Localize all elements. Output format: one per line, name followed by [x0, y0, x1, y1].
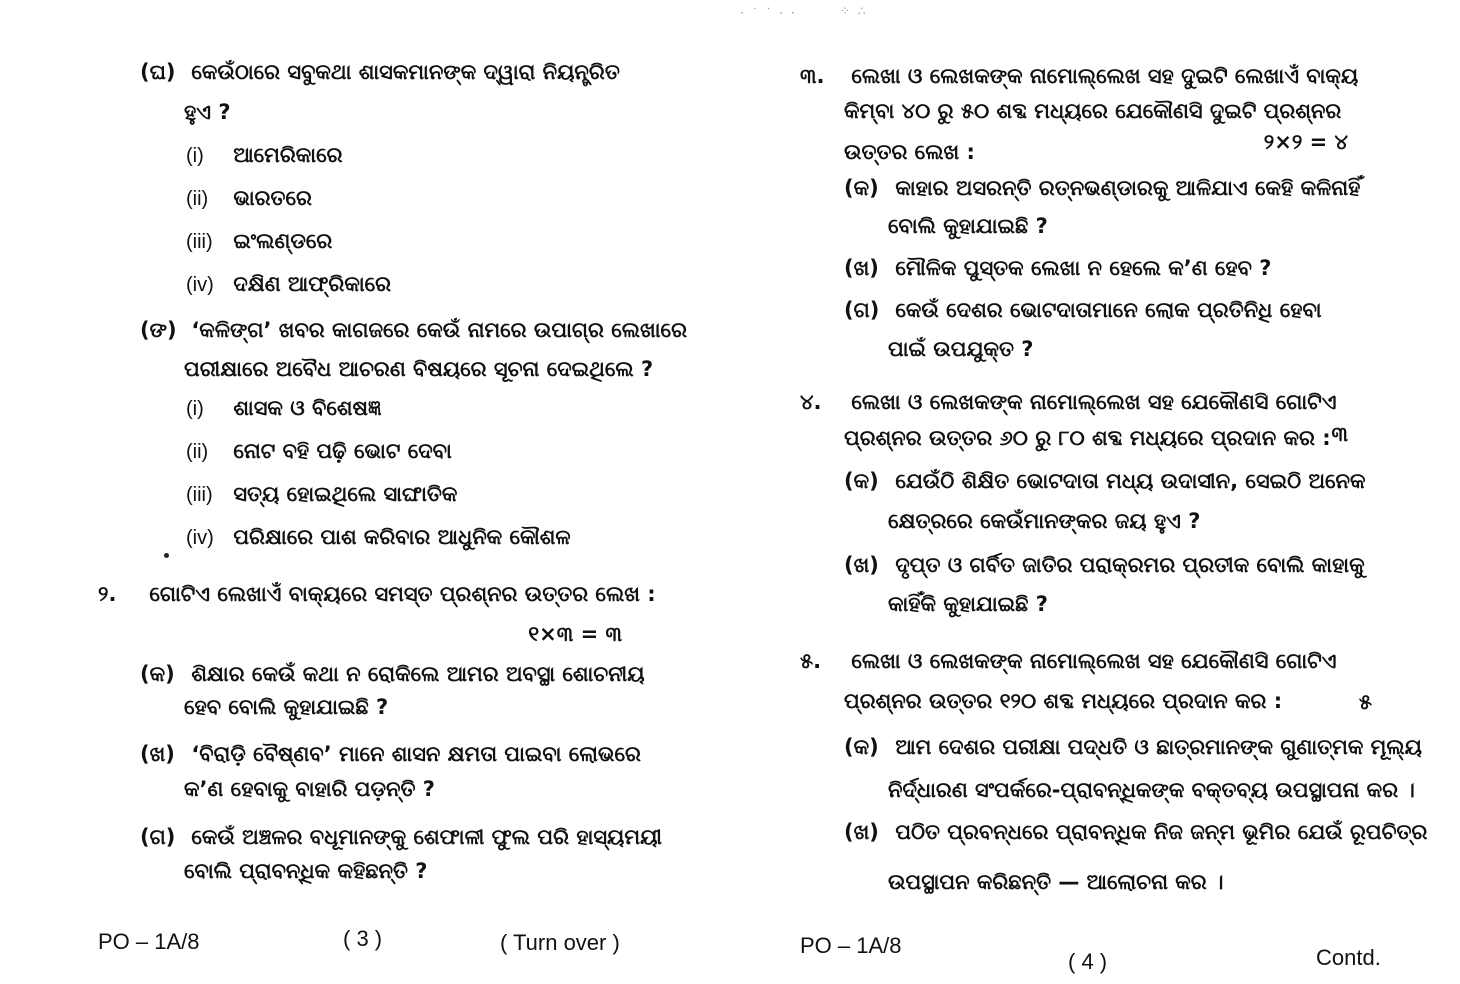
footer-contd: Contd. [1316, 945, 1381, 970]
sub-question [844, 818, 1427, 846]
sub-question-label: (ଖ) [844, 553, 879, 577]
footer-paper-code: PO – 1A/8 [800, 933, 902, 958]
question-uma [140, 316, 687, 344]
footer-paper-code: PO – 1A/8 [98, 929, 200, 954]
sub-question-text: ଶିକ୍ଷାର କେଉଁ କଥା ନ ରୋକିଲେ ଆମର ଅବସ୍ଥା ଶୋଚନୀୟ [191, 662, 645, 686]
option-text: ଇଂଲଣ୍ଡରେ [233, 229, 333, 253]
question-text: ଲେଖା ଓ ଲେଖକଙ୍କ ନାମୋଲ୍ଲେଖ ସହ ଯେକୌଣସି ଗୋଟିଏ [851, 390, 1337, 414]
sub-question-label: (ଖ) [844, 820, 879, 844]
right-page [730, 0, 1460, 984]
question-4 [800, 388, 1337, 416]
sub-question-label: (କ) [844, 735, 879, 759]
sub-question-text: କାହାର ଅସରନ୍ତି ରତ୍ନଭଣ୍ଡାରକୁ ଆଳିଯାଏ କେହି କଳିନାହିଁ [895, 176, 1361, 200]
sub-question [844, 467, 1366, 495]
sub-question-label: (ଖ) [844, 256, 879, 280]
sub-question-text-continued: କ’ଣ ହେବାକୁ ବାହାରି ପଡ଼ନ୍ତି ? [184, 777, 435, 801]
option-text: ଭାରତରେ [233, 186, 312, 210]
question-text: କେଉଁଠାରେ ସବୁକଥା ଶାସକମାନଙ୍କ ଦ୍ୱାରା ନିୟନ୍ତ୍ରିତ [191, 60, 620, 84]
question-number: ୪. [800, 390, 822, 414]
question-number: ୩. [800, 64, 825, 88]
sub-question [844, 174, 1360, 202]
marks-allocation: ୨×୨ = ୪ [1263, 130, 1348, 154]
sub-question-text: ମୌଳିକ ପୁସ୍ତକ ଲେଖା ନ ହେଲେ କ’ଣ ହେବ ? [895, 256, 1272, 280]
sub-question-text: ଆମ ଦେଶର ପରୀକ୍ଷା ପଦ୍ଧତି ଓ ଛାତ୍ରମାନଙ୍କ ଗୁଣାତ୍ମକ ମୂଲ୍ୟ [895, 735, 1422, 759]
question-text-continued: ଉତ୍ତର ଲେଖ : [844, 140, 975, 164]
scan-speck: ⁘ ∴ [840, 4, 868, 18]
sub-question-text-continued: କାହିଁକି କୁହାଯାଇଛି ? [888, 592, 1048, 616]
sub-question-text: କେଉଁ ଅଞ୍ଚଳର ବଧୂମାନଙ୍କୁ ଶେଫାଳୀ ଫୁଲ ପରି ହାସ୍ୟମୟୀ [191, 825, 662, 849]
question-text-continued: ପରୀକ୍ଷାରେ ଅବୈଧ ଆଚରଣ ବିଷୟରେ ସୂଚନା ଦେଇଥିଲେ ? [184, 357, 654, 381]
sub-question-text-continued: ଉପସ୍ଥାପନ କରିଛନ୍ତି — ଆଲୋଚନା କର । [888, 870, 1224, 894]
question-number: ୫. [800, 649, 822, 673]
option-text: ଶାସକ ଓ ବିଶେଷଜ୍ଞ [233, 396, 382, 420]
question-text: ଲେଖା ଓ ଲେଖକଙ୍କ ନାମୋଲ୍ଲେଖ ସହ ଦୁଇଟି ଲେଖାଏଁ ବାକ୍ୟ [851, 64, 1359, 88]
question-text: ‘କଳିଙ୍ଗ’ ଖବର କାଗଜରେ କେଉଁ ନାମରେ ଉପାଗ୍ର ଲେଖାରେ [191, 318, 687, 342]
sub-question-label: (ଗ) [140, 825, 176, 849]
option [186, 141, 343, 170]
option-text: ସତ୍ୟ ହୋଇଥିଲେ ସାଙ୍ଘାତିକ [233, 482, 458, 506]
option-label: (ii) [186, 188, 209, 210]
sub-question-text-continued: ହେବ ବୋଲି କୁହାଯାଇଛି ? [184, 695, 389, 719]
option-label: (iii) [186, 484, 213, 506]
option-label: (i) [186, 398, 204, 420]
question-instruction: ଗୋଟିଏ ଲେଖାଏଁ ବାକ୍ୟରେ ସମସ୍ତ ପ୍ରଶ୍ନର ଉତ୍ତର ଲେଖ : [149, 582, 656, 606]
sub-question-text-continued: ପାଇଁ ଉପଯୁକ୍ତ ? [888, 337, 1034, 361]
option [186, 480, 457, 509]
option [186, 394, 381, 423]
option-label: (ii) [186, 441, 209, 463]
question-label: (ଙ) [140, 318, 177, 342]
footer-page-number: ( 3 ) [343, 926, 383, 951]
question-text-continued: ହୁଏ ? [184, 100, 231, 124]
option-text: ପରିକ୍ଷାରେ ପାଶ କରିବାର ଆଧୁନିକ କୌଶଳ [233, 525, 571, 549]
question-5 [800, 647, 1337, 675]
sub-question [844, 254, 1271, 282]
sub-question-text: କେଉଁ ଦେଶର ଭୋଟଦାତାମାନେ ଲୋକ ପ୍ରତିନିଧି ହେବା [895, 298, 1322, 322]
question-label: (ଘ) [140, 60, 176, 84]
option [186, 184, 312, 213]
option-label: (iv) [186, 527, 214, 549]
marks-allocation: ୫ [1358, 690, 1372, 714]
sub-question-label: (କ) [844, 469, 879, 493]
sub-question-text: ପଠିତ ପ୍ରବନ୍ଧରେ ପ୍ରାବନ୍ଧିକ ନିଜ ଜନ୍ମ ଭୂମିର ଯେଉଁ ରୂପଚିତ୍ର [895, 820, 1428, 844]
question-3 [800, 62, 1358, 90]
option [186, 437, 452, 466]
sub-question [140, 660, 645, 688]
marks-allocation: ୩ [1331, 422, 1348, 446]
ink-dot [164, 553, 169, 558]
sub-question-text: ‘ବିରାଡ଼ି ବୈଷ୍ଣବ’ ମାନେ ଶାସନ କ୍ଷମତା ପାଇବା ଲୋଭରେ [191, 742, 641, 766]
question-2 [98, 580, 656, 608]
sub-question [844, 733, 1422, 761]
sub-question-label: (କ) [844, 176, 879, 200]
option-text: ଆମେରିକାରେ [233, 143, 343, 167]
sub-question-label: (ଖ) [140, 742, 175, 766]
footer-turn-over: ( Turn over ) [500, 930, 620, 955]
option [186, 523, 571, 552]
sub-question-text: ଯେଉଁଠି ଶିକ୍ଷିତ ଭୋଟଦାତା ମଧ୍ୟ ଉଦାସୀନ, ସେଇଠି ଅନେକ [895, 469, 1366, 493]
footer-page-number: ( 4 ) [1068, 949, 1108, 974]
option-label: (iv) [186, 274, 214, 296]
question-text-continued: ପ୍ରଶ୍ନର ଉତ୍ତର ୧୨୦ ଶବ୍ଦ ମଧ୍ୟରେ ପ୍ରଦାନ କର : [844, 689, 1283, 713]
sub-question-text-continued: କ୍ଷେତ୍ରରେ କେଉଁମାନଙ୍କର ଜୟ ହୁଏ ? [888, 509, 1201, 533]
option-label: (iii) [186, 231, 213, 253]
option [186, 227, 332, 256]
sub-question [140, 823, 662, 851]
sub-question-text: ଦୃପ୍ତ ଓ ଗର୍ବିତ ଜାତିର ପରାକ୍ରମର ପ୍ରତୀକ ବୋଲି କାହାକୁ [895, 553, 1365, 577]
question-text-continued: କିମ୍ବା ୪୦ ରୁ ୫୦ ଶବ୍ଦ ମଧ୍ୟରେ ଯେକୌଣସି ଦୁଇଟି ପ୍ରଶ୍ନର [844, 99, 1342, 123]
marks-allocation: ୧×୩ = ୩ [528, 622, 622, 646]
sub-question [140, 740, 641, 768]
sub-question-label: (ଗ) [844, 298, 880, 322]
sub-question-label: (କ) [140, 662, 175, 686]
sub-question-text-continued: ବୋଲି କୁହାଯାଇଛି ? [888, 214, 1048, 238]
question-text-continued: ପ୍ରଶ୍ନର ଉତ୍ତର ୬୦ ରୁ ୮୦ ଶବ୍ଦ ମଧ୍ୟରେ ପ୍ରଦାନ କର : [844, 426, 1331, 450]
option [186, 270, 391, 299]
question-text: ଲେଖା ଓ ଲେଖକଙ୍କ ନାମୋଲ୍ଲେଖ ସହ ଯେକୌଣସି ଗୋଟିଏ [851, 649, 1337, 673]
option-text: ଦକ୍ଷିଣ ଆଫ୍ରିକାରେ [233, 272, 392, 296]
question-number: ୨. [98, 582, 117, 606]
option-label: (i) [186, 145, 204, 167]
sub-question-text-continued: ବୋଲି ପ୍ରାବନ୍ଧିକ କହିଛନ୍ତି ? [184, 859, 428, 883]
sub-question-text-continued: ନିର୍ଦ୍ଧାରଣ ସଂପର୍କରେ-ପ୍ରାବନ୍ଧିକଙ୍କ ବକ୍ତବ୍ୟ ଉପସ୍ଥାପନା କର । [888, 778, 1415, 802]
scan-speck: · ˙ ˙ · · [740, 6, 797, 20]
question-gha [140, 58, 620, 86]
sub-question [844, 551, 1365, 579]
option-text: ନୋଟ ବହି ପଢ଼ି ଭୋଟ ଦେବା [233, 439, 452, 463]
sub-question [844, 296, 1322, 324]
